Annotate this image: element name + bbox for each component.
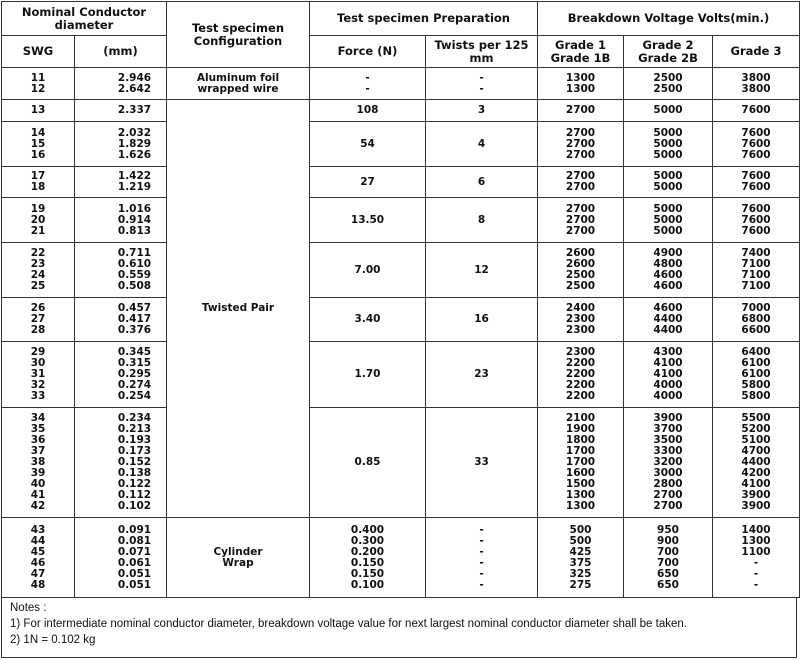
header-grade2: Grade 2 Grade 2B — [624, 36, 713, 68]
twists-cell: 33 — [426, 408, 538, 518]
mm-cell: 0.345 0.315 0.295 0.274 0.254 — [75, 342, 167, 408]
mm-cell: 0.091 0.081 0.071 0.061 0.051 0.051 — [75, 518, 167, 598]
grade2-cell: 4600 4400 4400 — [624, 298, 713, 342]
config-cylinder-wrap: Cylinder Wrap — [167, 518, 310, 598]
mm-cell: 2.032 1.829 1.626 — [75, 122, 167, 167]
twists-cell: 8 — [426, 198, 538, 243]
swg-cell: 13 — [2, 100, 75, 122]
swg-cell: 11 12 — [2, 68, 75, 100]
table-row — [2, 122, 800, 167]
grade1-cell: 2700 — [538, 100, 624, 122]
twists-cell: 3 — [426, 100, 538, 122]
grade1-cell: 500 500 425 375 325 275 — [538, 518, 624, 598]
grade2-cell: 5000 5000 5000 — [624, 198, 713, 243]
mm-cell: 1.016 0.914 0.813 — [75, 198, 167, 243]
grade1-cell: 2700 2700 — [538, 167, 624, 198]
twists-cell: - - - - - - — [426, 518, 538, 598]
grade3-cell: 1400 1300 1100 - - - — [713, 518, 800, 598]
table-row — [2, 198, 800, 243]
config-twisted-pair: Twisted Pair — [167, 100, 310, 518]
swg-cell: 19 20 21 — [2, 198, 75, 243]
swg-cell: 26 27 28 — [2, 298, 75, 342]
twists-cell: - - — [426, 68, 538, 100]
notes-title: Notes : — [10, 602, 47, 614]
swg-cell: 14 15 16 — [2, 122, 75, 167]
force-cell: - - — [310, 68, 426, 100]
table-row — [2, 342, 800, 408]
table-row — [2, 298, 800, 342]
breakdown-voltage-table — [1, 1, 800, 598]
twists-cell: 4 — [426, 122, 538, 167]
force-cell: 7.00 — [310, 243, 426, 298]
grade2-cell: 4300 4100 4100 4000 4000 — [624, 342, 713, 408]
mm-cell: 1.422 1.219 — [75, 167, 167, 198]
grade1-cell: 2700 2700 2700 — [538, 122, 624, 167]
force-cell: 1.70 — [310, 342, 426, 408]
grade3-cell: 7600 7600 7600 — [713, 198, 800, 243]
header-breakdown: Breakdown Voltage Volts(min.) — [538, 2, 800, 36]
force-cell: 0.85 — [310, 408, 426, 518]
swg-cell: 17 18 — [2, 167, 75, 198]
force-cell: 54 — [310, 122, 426, 167]
grade3-cell: 7600 — [713, 100, 800, 122]
mm-cell: 0.234 0.213 0.193 0.173 0.152 0.138 0.122 0.112 0.102 — [75, 408, 167, 518]
force-cell: 3.40 — [310, 298, 426, 342]
twists-cell: 23 — [426, 342, 538, 408]
grade3-cell: 5500 5200 5100 4700 4400 4200 4100 3900 3900 — [713, 408, 800, 518]
config-aluminum: Aluminum foil wrapped wire — [167, 68, 310, 100]
note-1: 1) For intermediate nominal conductor diameter, breakdown voltage value for next largest nominal conductor diameter shall be taken. — [10, 618, 687, 630]
swg-cell: 29 30 31 32 33 — [2, 342, 75, 408]
grade2-cell: 5000 — [624, 100, 713, 122]
mm-cell: 2.946 2.642 — [75, 68, 167, 100]
grade2-cell: 4900 4800 4600 4600 — [624, 243, 713, 298]
force-cell: 27 — [310, 167, 426, 198]
mm-cell: 0.711 0.610 0.559 0.508 — [75, 243, 167, 298]
header-grade3: Grade 3 — [713, 36, 800, 68]
force-cell: 13.50 — [310, 198, 426, 243]
note-2: 2) 1N = 0.102 kg — [10, 634, 96, 646]
grade1-cell: 2700 2700 2700 — [538, 198, 624, 243]
grade2-cell: 950 900 700 700 650 650 — [624, 518, 713, 598]
header-force: Force (N) — [310, 36, 426, 68]
grade2-cell: 5000 5000 5000 — [624, 122, 713, 167]
table-row — [2, 408, 800, 518]
grade1-cell: 2400 2300 2300 — [538, 298, 624, 342]
table-row — [2, 100, 800, 122]
swg-cell: 22 23 24 25 — [2, 243, 75, 298]
header-swg: SWG — [2, 36, 75, 68]
grade1-cell: 1300 1300 — [538, 68, 624, 100]
grade3-cell: 7600 7600 7600 — [713, 122, 800, 167]
grade3-cell: 6400 6100 6100 5800 5800 — [713, 342, 800, 408]
grade1-cell: 2300 2200 2200 2200 2200 — [538, 342, 624, 408]
notes-box — [1, 597, 797, 658]
header-prep: Test specimen Preparation — [310, 2, 538, 36]
mm-cell: 2.337 — [75, 100, 167, 122]
header-config: Test specimen Configuration — [167, 2, 310, 68]
twists-cell: 16 — [426, 298, 538, 342]
table-row — [2, 68, 800, 100]
swg-cell: 43 44 45 46 47 48 — [2, 518, 75, 598]
grade2-cell: 3900 3700 3500 3300 3200 3000 2800 2700 2700 — [624, 408, 713, 518]
table-row — [2, 167, 800, 198]
header-twists: Twists per 125 mm — [426, 36, 538, 68]
mm-cell: 0.457 0.417 0.376 — [75, 298, 167, 342]
table-row — [2, 243, 800, 298]
grade3-cell: 7400 7100 7100 7100 — [713, 243, 800, 298]
force-cell: 0.400 0.300 0.200 0.150 0.150 0.100 — [310, 518, 426, 598]
grade1-cell: 2100 1900 1800 1700 1700 1600 1500 1300 1300 — [538, 408, 624, 518]
grade1-cell: 2600 2600 2500 2500 — [538, 243, 624, 298]
swg-cell: 34 35 36 37 38 39 40 41 42 — [2, 408, 75, 518]
grade3-cell: 7000 6800 6600 — [713, 298, 800, 342]
grade2-cell: 5000 5000 — [624, 167, 713, 198]
twists-cell: 12 — [426, 243, 538, 298]
twists-cell: 6 — [426, 167, 538, 198]
table-row — [2, 518, 800, 598]
grade3-cell: 7600 7600 — [713, 167, 800, 198]
header-grade1: Grade 1 Grade 1B — [538, 36, 624, 68]
header-mm: (mm) — [75, 36, 167, 68]
grade2-cell: 2500 2500 — [624, 68, 713, 100]
grade3-cell: 3800 3800 — [713, 68, 800, 100]
header-nominal: Nominal Conductor diameter — [2, 2, 167, 36]
force-cell: 108 — [310, 100, 426, 122]
